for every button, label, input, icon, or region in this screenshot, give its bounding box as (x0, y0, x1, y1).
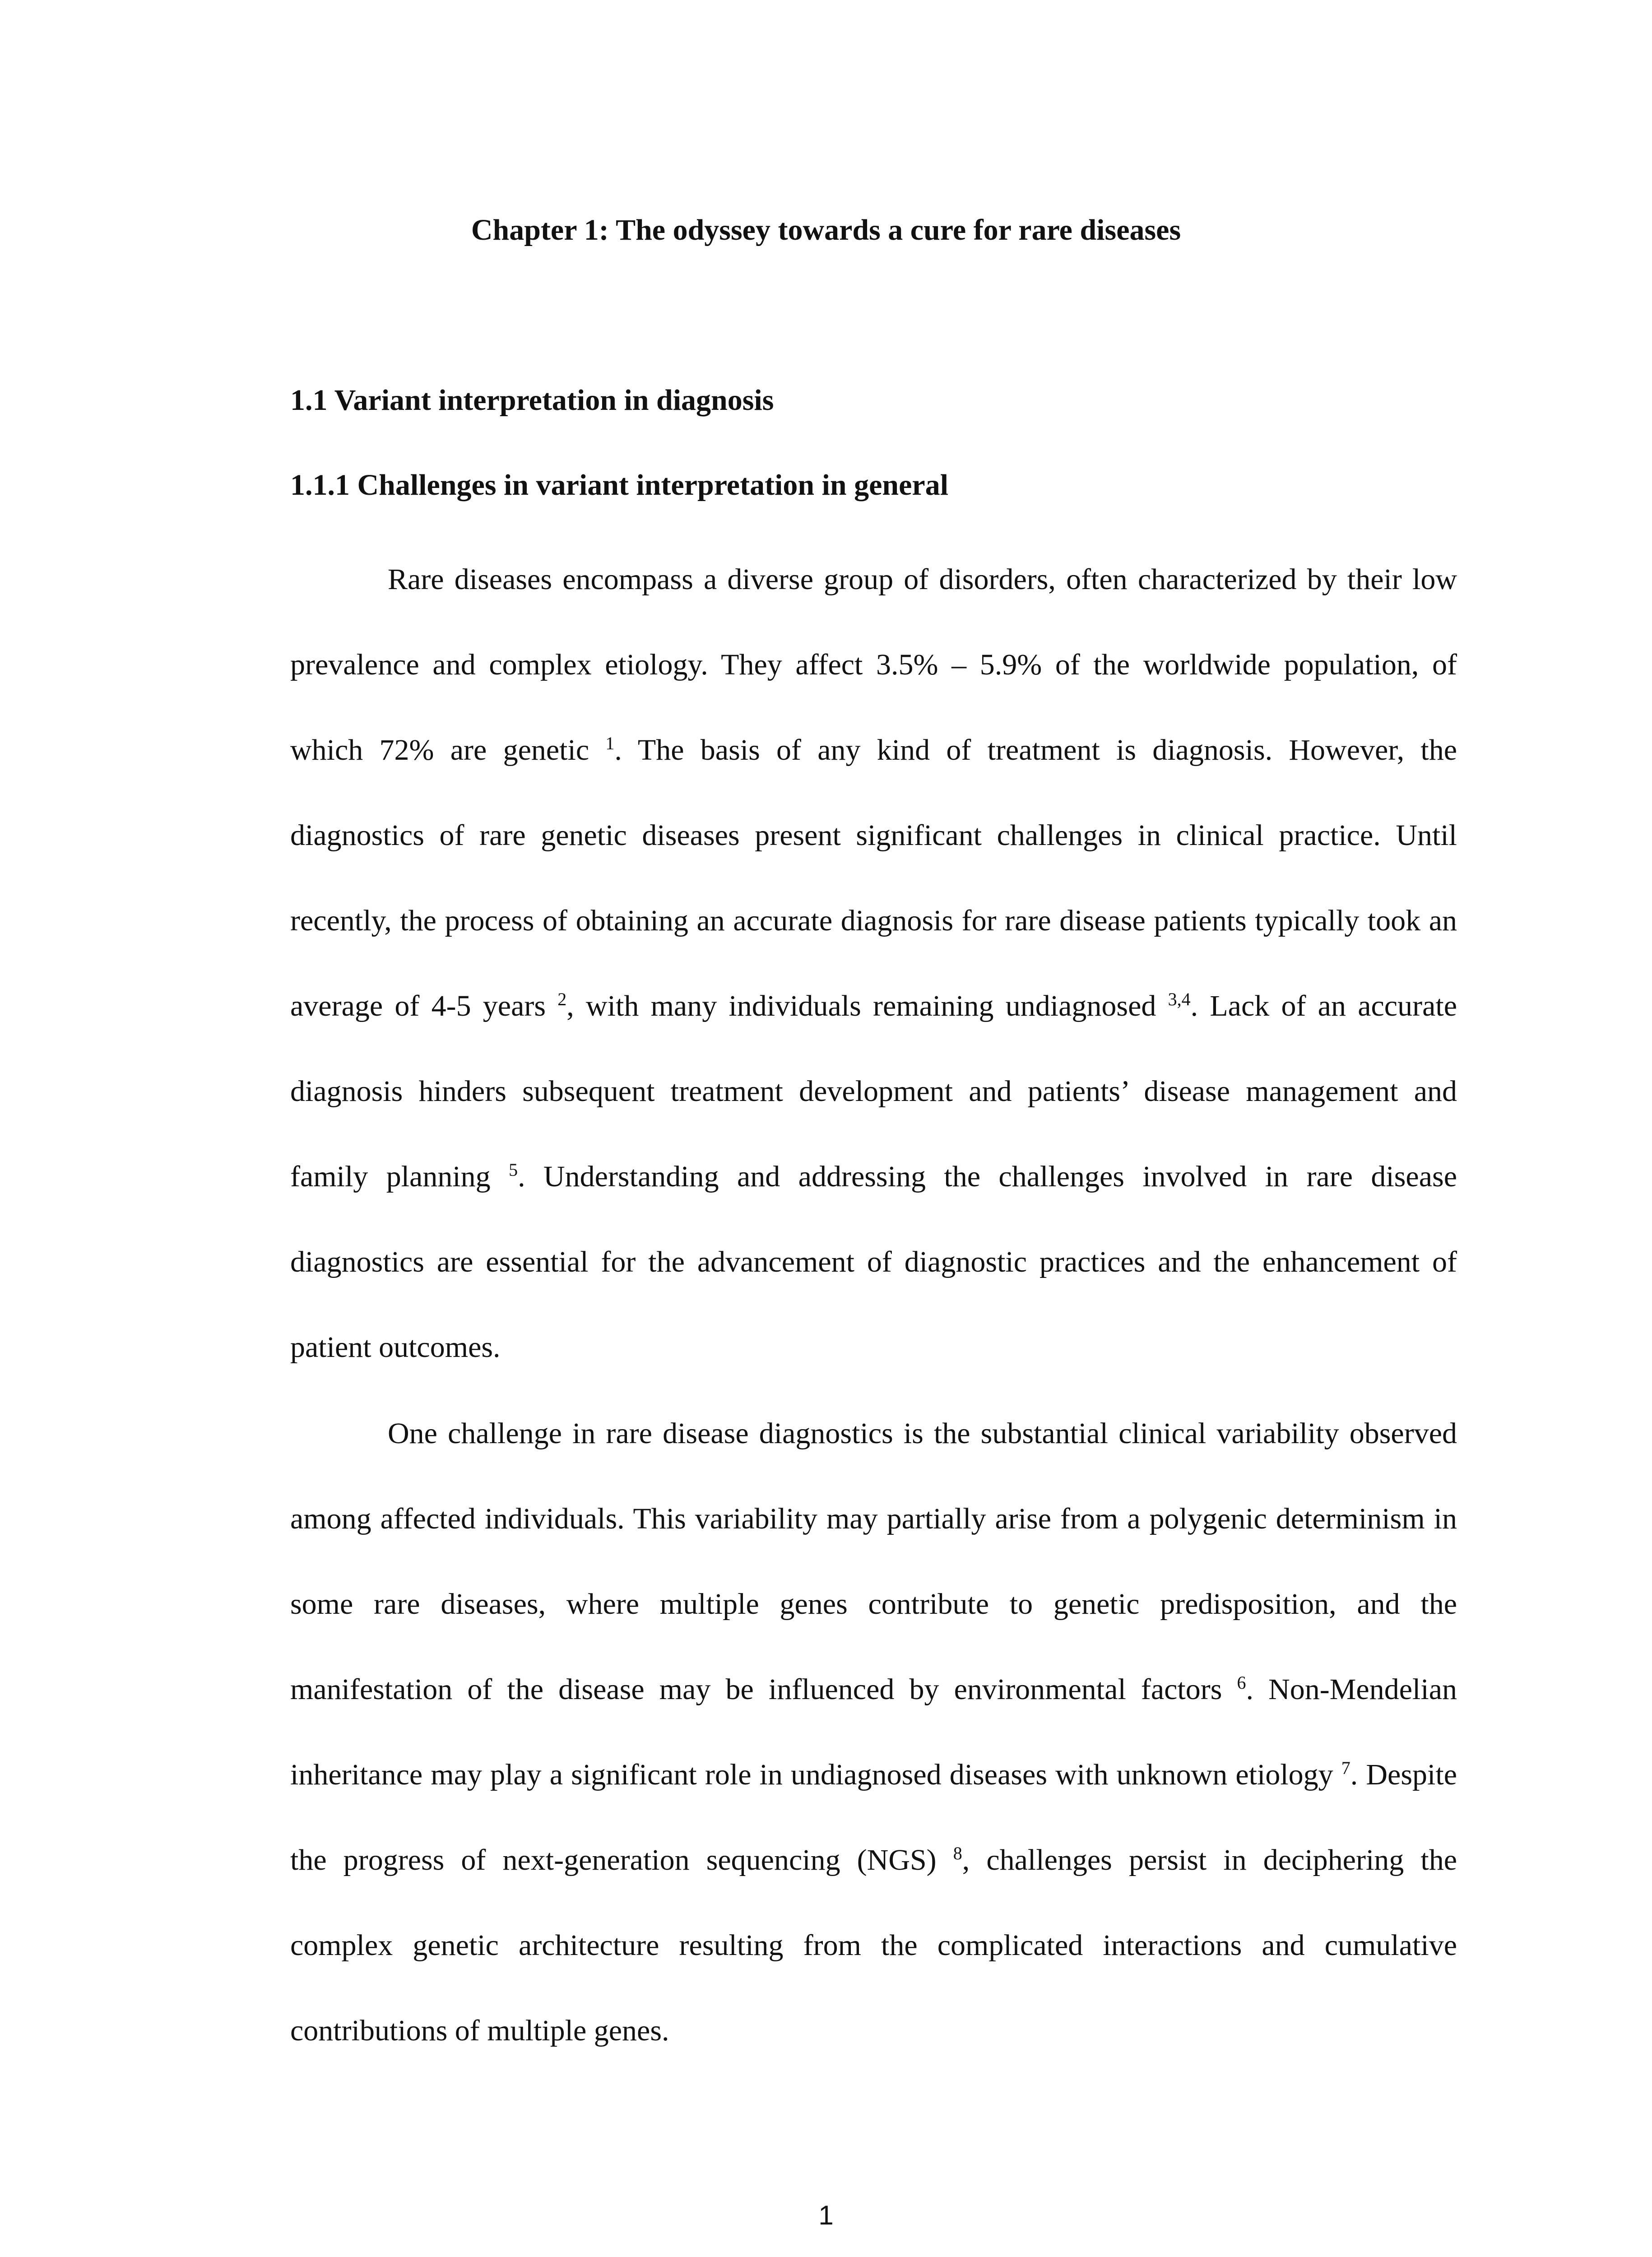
citation-superscript: 5 (509, 1160, 518, 1180)
body-paragraph (290, 537, 1457, 1390)
page-number: 1 (818, 2200, 834, 2230)
body-paragraph (290, 1391, 1457, 2073)
citation-superscript: 3,4 (1168, 989, 1191, 1009)
paragraph-text: , challenges persist in deciphering the complex genetic architecture resulting from the complicated interactions and cumulative contributions of multiple genes. (290, 1844, 1457, 2047)
citation-superscript: 6 (1237, 1672, 1246, 1693)
paragraph-text: , with many individuals remaining undiagnosed (566, 989, 1168, 1022)
citation-superscript: 1 (605, 733, 615, 753)
paragraph-text: . Despite the progress of next-generation sequencing (NGS) (290, 1758, 1457, 1876)
paragraph-text: . Understanding and addressing the challenges involved in rare disease diagnostics are essential for the advancement of diagnostic practices and the enhancement of patient outcomes. (290, 1160, 1457, 1364)
subsection-heading: 1.1.1 Challenges in variant interpretation in general (290, 469, 949, 502)
section-heading: 1.1 Variant interpretation in diagnosis (290, 384, 774, 417)
paragraph-text: . The basis of any kind of treatment is diagnosis. However, the diagnostics of rare genetic diseases present significant challenges in clinical practice. Until recently, the process of obtaining an accurate diagnosis for rare disease patients typically took an average of 4-5 years (290, 734, 1457, 1022)
citation-superscript: 7 (1341, 1758, 1350, 1778)
paragraph-text: . Lack of an accurate diagnosis hinders subsequent treatment development and patients’ disease management and family planning (290, 989, 1457, 1193)
chapter-title: Chapter 1: The odyssey towards a cure for rare diseases (471, 214, 1181, 246)
citation-superscript: 8 (953, 1843, 962, 1863)
paragraph-text: . Non-Mendelian inheritance may play a significant role in undiagnosed diseases with unknown etiology (290, 1673, 1457, 1791)
paragraph-text: One challenge in rare disease diagnostics is the substantial clinical variability observed among affected individuals. This variability may partially arise from a polygenic determinism in some rare diseases, where multiple genes contribute to genetic predisposition, and the manifestation of the disease may be influenced by environmental factors (290, 1417, 1457, 1706)
citation-superscript: 2 (557, 989, 567, 1009)
paragraph-text: Rare diseases encompass a diverse group of disorders, often characterized by their low prevalence and complex etiology. They affect 3.5% – 5.9% of the worldwide population, of which 72% are genetic (290, 563, 1457, 766)
